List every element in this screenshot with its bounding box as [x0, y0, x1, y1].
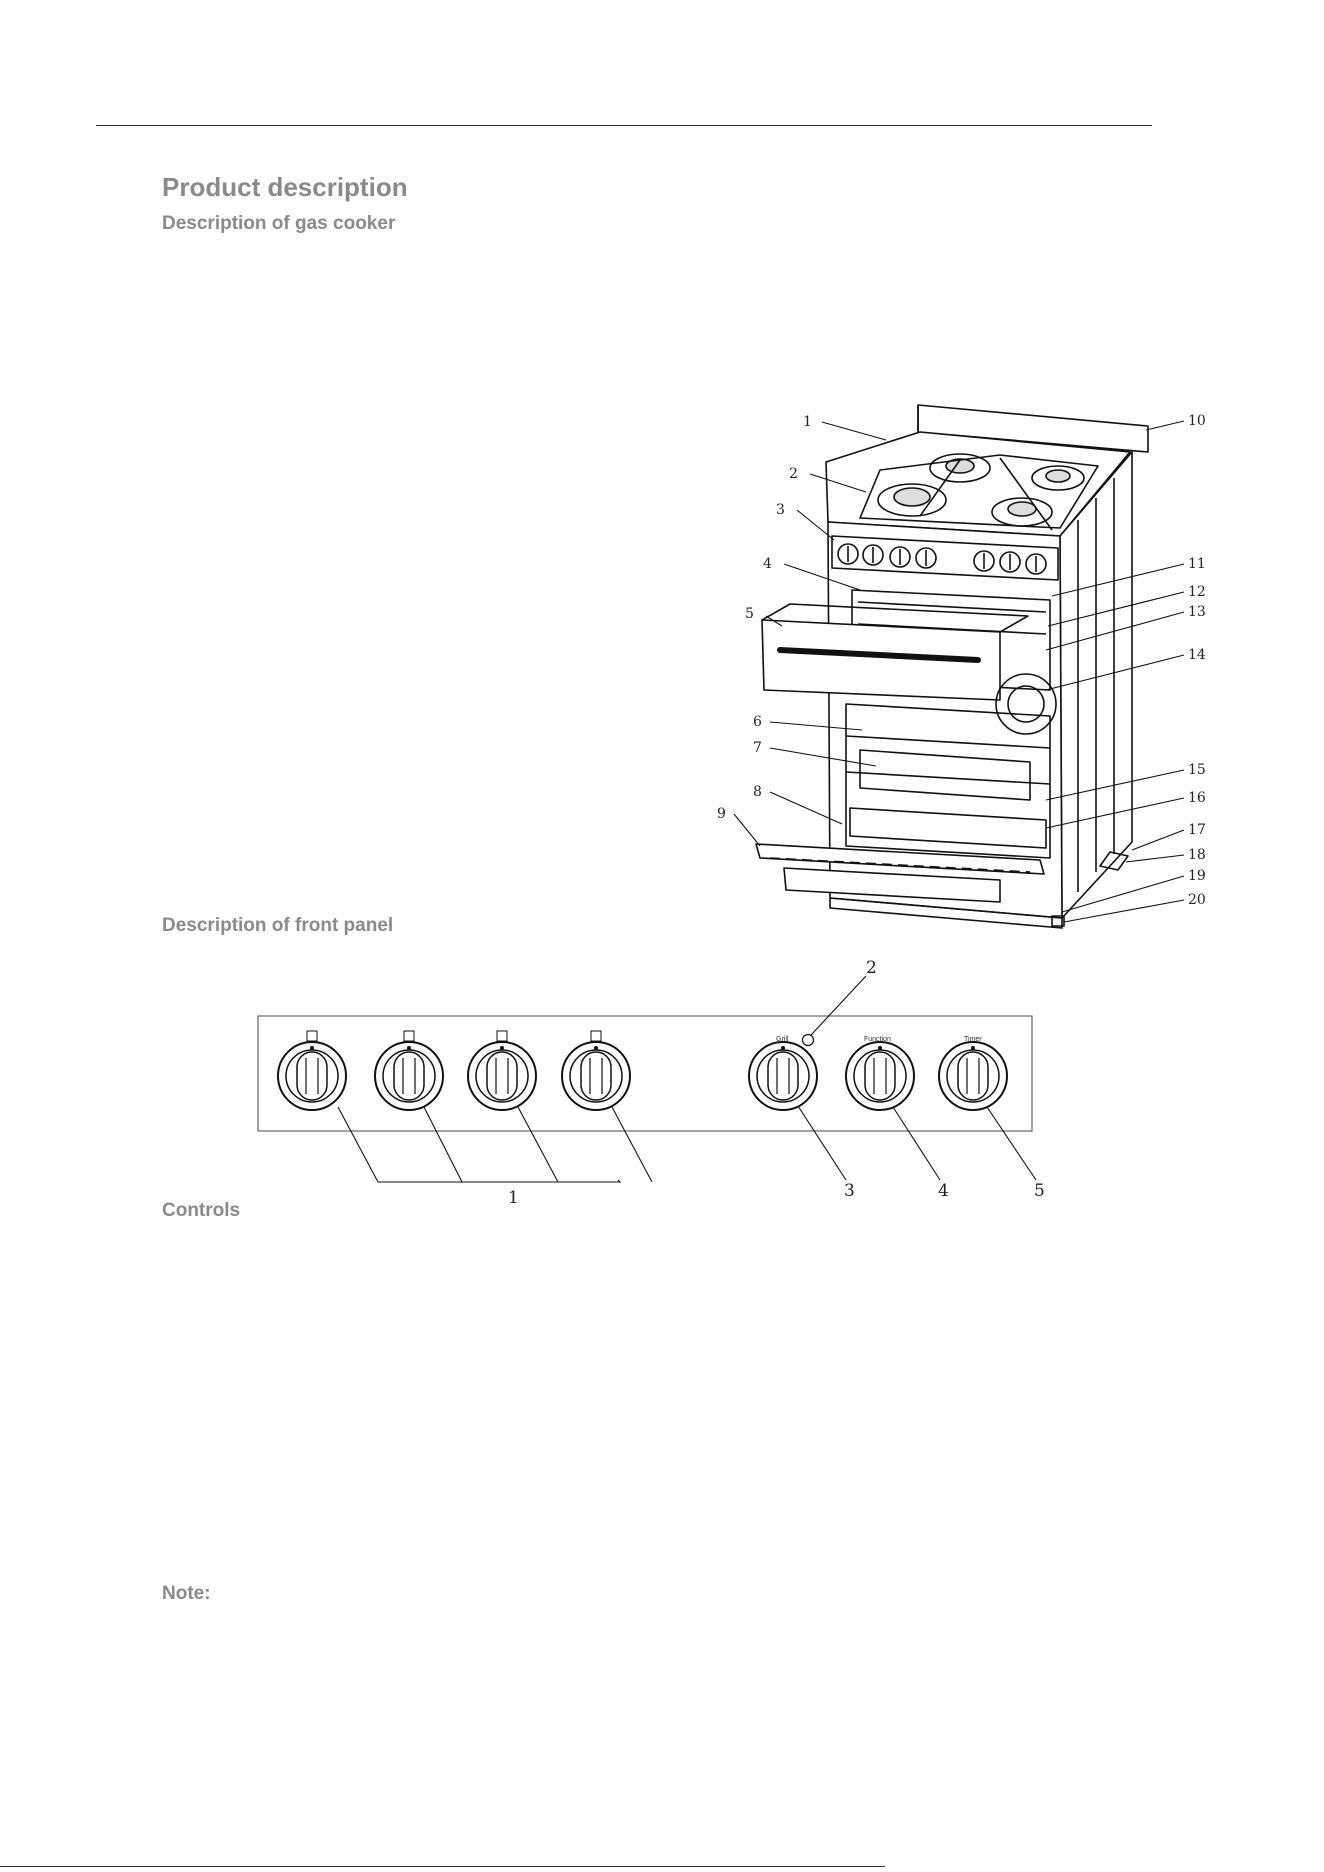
callout-19: 19	[1188, 868, 1206, 884]
callout-7: 7	[753, 740, 762, 756]
subtitle-gas-cooker: Description of gas cooker	[162, 213, 396, 234]
callout-1: 1	[803, 414, 812, 430]
panel-callout-2: 2	[866, 958, 877, 978]
panel-callout-1: 1	[508, 1188, 519, 1208]
callout-6: 6	[753, 714, 762, 730]
grill-label: Grill	[776, 1036, 789, 1043]
timer-label: Timer	[964, 1036, 982, 1043]
callout-5: 5	[745, 606, 754, 622]
subtitle-front-panel: Description of front panel	[162, 915, 394, 936]
section-note: Note:	[162, 1583, 211, 1604]
callout-14: 14	[1188, 647, 1206, 663]
page-title: Product description	[162, 172, 408, 202]
function-knob	[846, 1042, 914, 1110]
callout-4: 4	[763, 556, 772, 572]
callout-11: 11	[1188, 556, 1206, 572]
timer-knob	[939, 1042, 1007, 1110]
callout-3: 3	[776, 502, 785, 518]
callout-17: 17	[1188, 822, 1206, 838]
callout-18: 18	[1188, 847, 1206, 863]
function-label: Function	[864, 1036, 891, 1043]
callout-8: 8	[753, 784, 762, 800]
callout-16: 16	[1188, 790, 1206, 806]
callout-20: 20	[1188, 892, 1206, 908]
callout-13: 13	[1188, 604, 1206, 620]
panel-callout-5: 5	[1034, 1181, 1045, 1201]
panel-callout-3: 3	[844, 1181, 855, 1201]
callout-15: 15	[1188, 762, 1206, 778]
panel-callout-4: 4	[938, 1181, 949, 1201]
callout-2: 2	[789, 466, 798, 482]
footer-rule	[0, 1866, 885, 1867]
callout-9: 9	[717, 806, 726, 822]
grill-knob	[749, 1042, 817, 1110]
callout-10: 10	[1188, 413, 1206, 429]
callout-12: 12	[1188, 584, 1206, 600]
section-controls: Controls	[162, 1200, 241, 1221]
indicator-light	[803, 1035, 814, 1046]
